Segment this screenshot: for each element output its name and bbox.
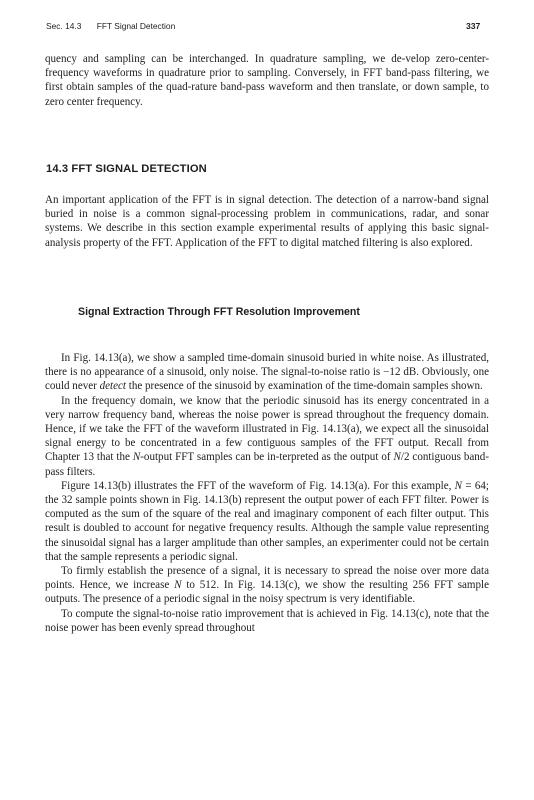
intro-text: quency and sampling can be interchanged. In quadrature sampling, we de-velop zero-center-frequency waveforms in quadrature prior to sampling. Conversely, in FFT band-pass filtering, we first obtain samples of the quad-rature band-pass waveform and then translate, or down sample, to zero center frequency. [45,53,489,108]
text-run: /2 contiguous band-pass filters. [45,451,489,478]
section-label: Sec. 14.3 [46,21,82,31]
application-text: An important application of the FFT is in signal detection. The detection of a narrow-band signal buried in noise is a common signal-processing problem in communications, radar, and sonar systems. We describe in this section example experimental results of applying this basic signal-analysis property of the FFT. Application of the FFT to digital matched filtering is also explored. [45,194,489,249]
text-run: to 512. In Fig. 14.13(c), we show the resulting 256 FFT sample outputs. The presence of a periodic signal in the noisy spectrum is very identifiable. [45,579,489,606]
symbol-n: N [393,451,401,464]
symbol-n: N [132,451,141,464]
paragraph-1 [45,351,489,394]
text-run: In Fig. 14.13(a), we show a sampled time-domain sinusoid buried in white noise. As illustrated, there is no appearance of a sinusoid, only noise. The signal-to-noise ratio is −12 dB. Obviously, one could never [45,352,489,393]
text-run: Figure 14.13(b) illustrates the FFT of the waveform of Fig. 14.13(a). For this example, [61,479,455,492]
paragraph-4 [45,564,489,607]
paragraph-5: To compute the signal-to-noise ratio improvement that is achieved in Fig. 14.13(c), note that the noise power has been evenly spread throughout [45,607,489,634]
text-run: In the frequency domain, we know that the periodic sinusoid has its energy concentrated in a very narrow frequency band, whereas the noise power is spread throughout the frequency domain. Hence, if we take the FFT of the waveform illustrated in Fig. 14.13(a), we expect all the sinusoidal signal energy to be concentrated in a few contiguous samples of the FFT output. Recall from Chapter 13 that the [45,394,489,464]
symbol-n: N [454,479,463,492]
paragraph-2 [45,394,489,479]
section-heading: 14.3 FFT SIGNAL DETECTION [46,163,207,175]
application-paragraph [45,193,489,250]
text-run: To firmly establish the presence of a signal, it is necessary to spread the noise over more data points. Hence, we increase [45,565,489,592]
emphasis: detect [99,380,126,393]
intro-paragraph [45,52,489,109]
text-run: -output FFT samples can be in-terpreted as the output of [140,451,394,464]
paragraph-3 [45,479,489,564]
subsection-heading: Signal Extraction Through FFT Resolution Improvement [78,306,360,318]
symbol-n: N [174,579,182,592]
running-header [46,21,175,35]
header-title: FFT Signal Detection [96,21,176,31]
page-number: 337 [466,21,481,31]
text-run: the presence of the sinusoid by examination of the time-domain samples shown. [125,380,483,393]
body-text [45,351,489,635]
text-run: = 64; the 32 sample points shown in Fig. 14.13(b) represent the output power of each FFT filter. Power is computed as the sum of the square of the real and imaginary component of each filter output. This result is doubled to account for negative frequency results. Although the sample value representing the sinusoidal signal has a larger amplitude than other samples, an experimenter could not be certain that the sample represents a periodic signal. [45,479,490,563]
